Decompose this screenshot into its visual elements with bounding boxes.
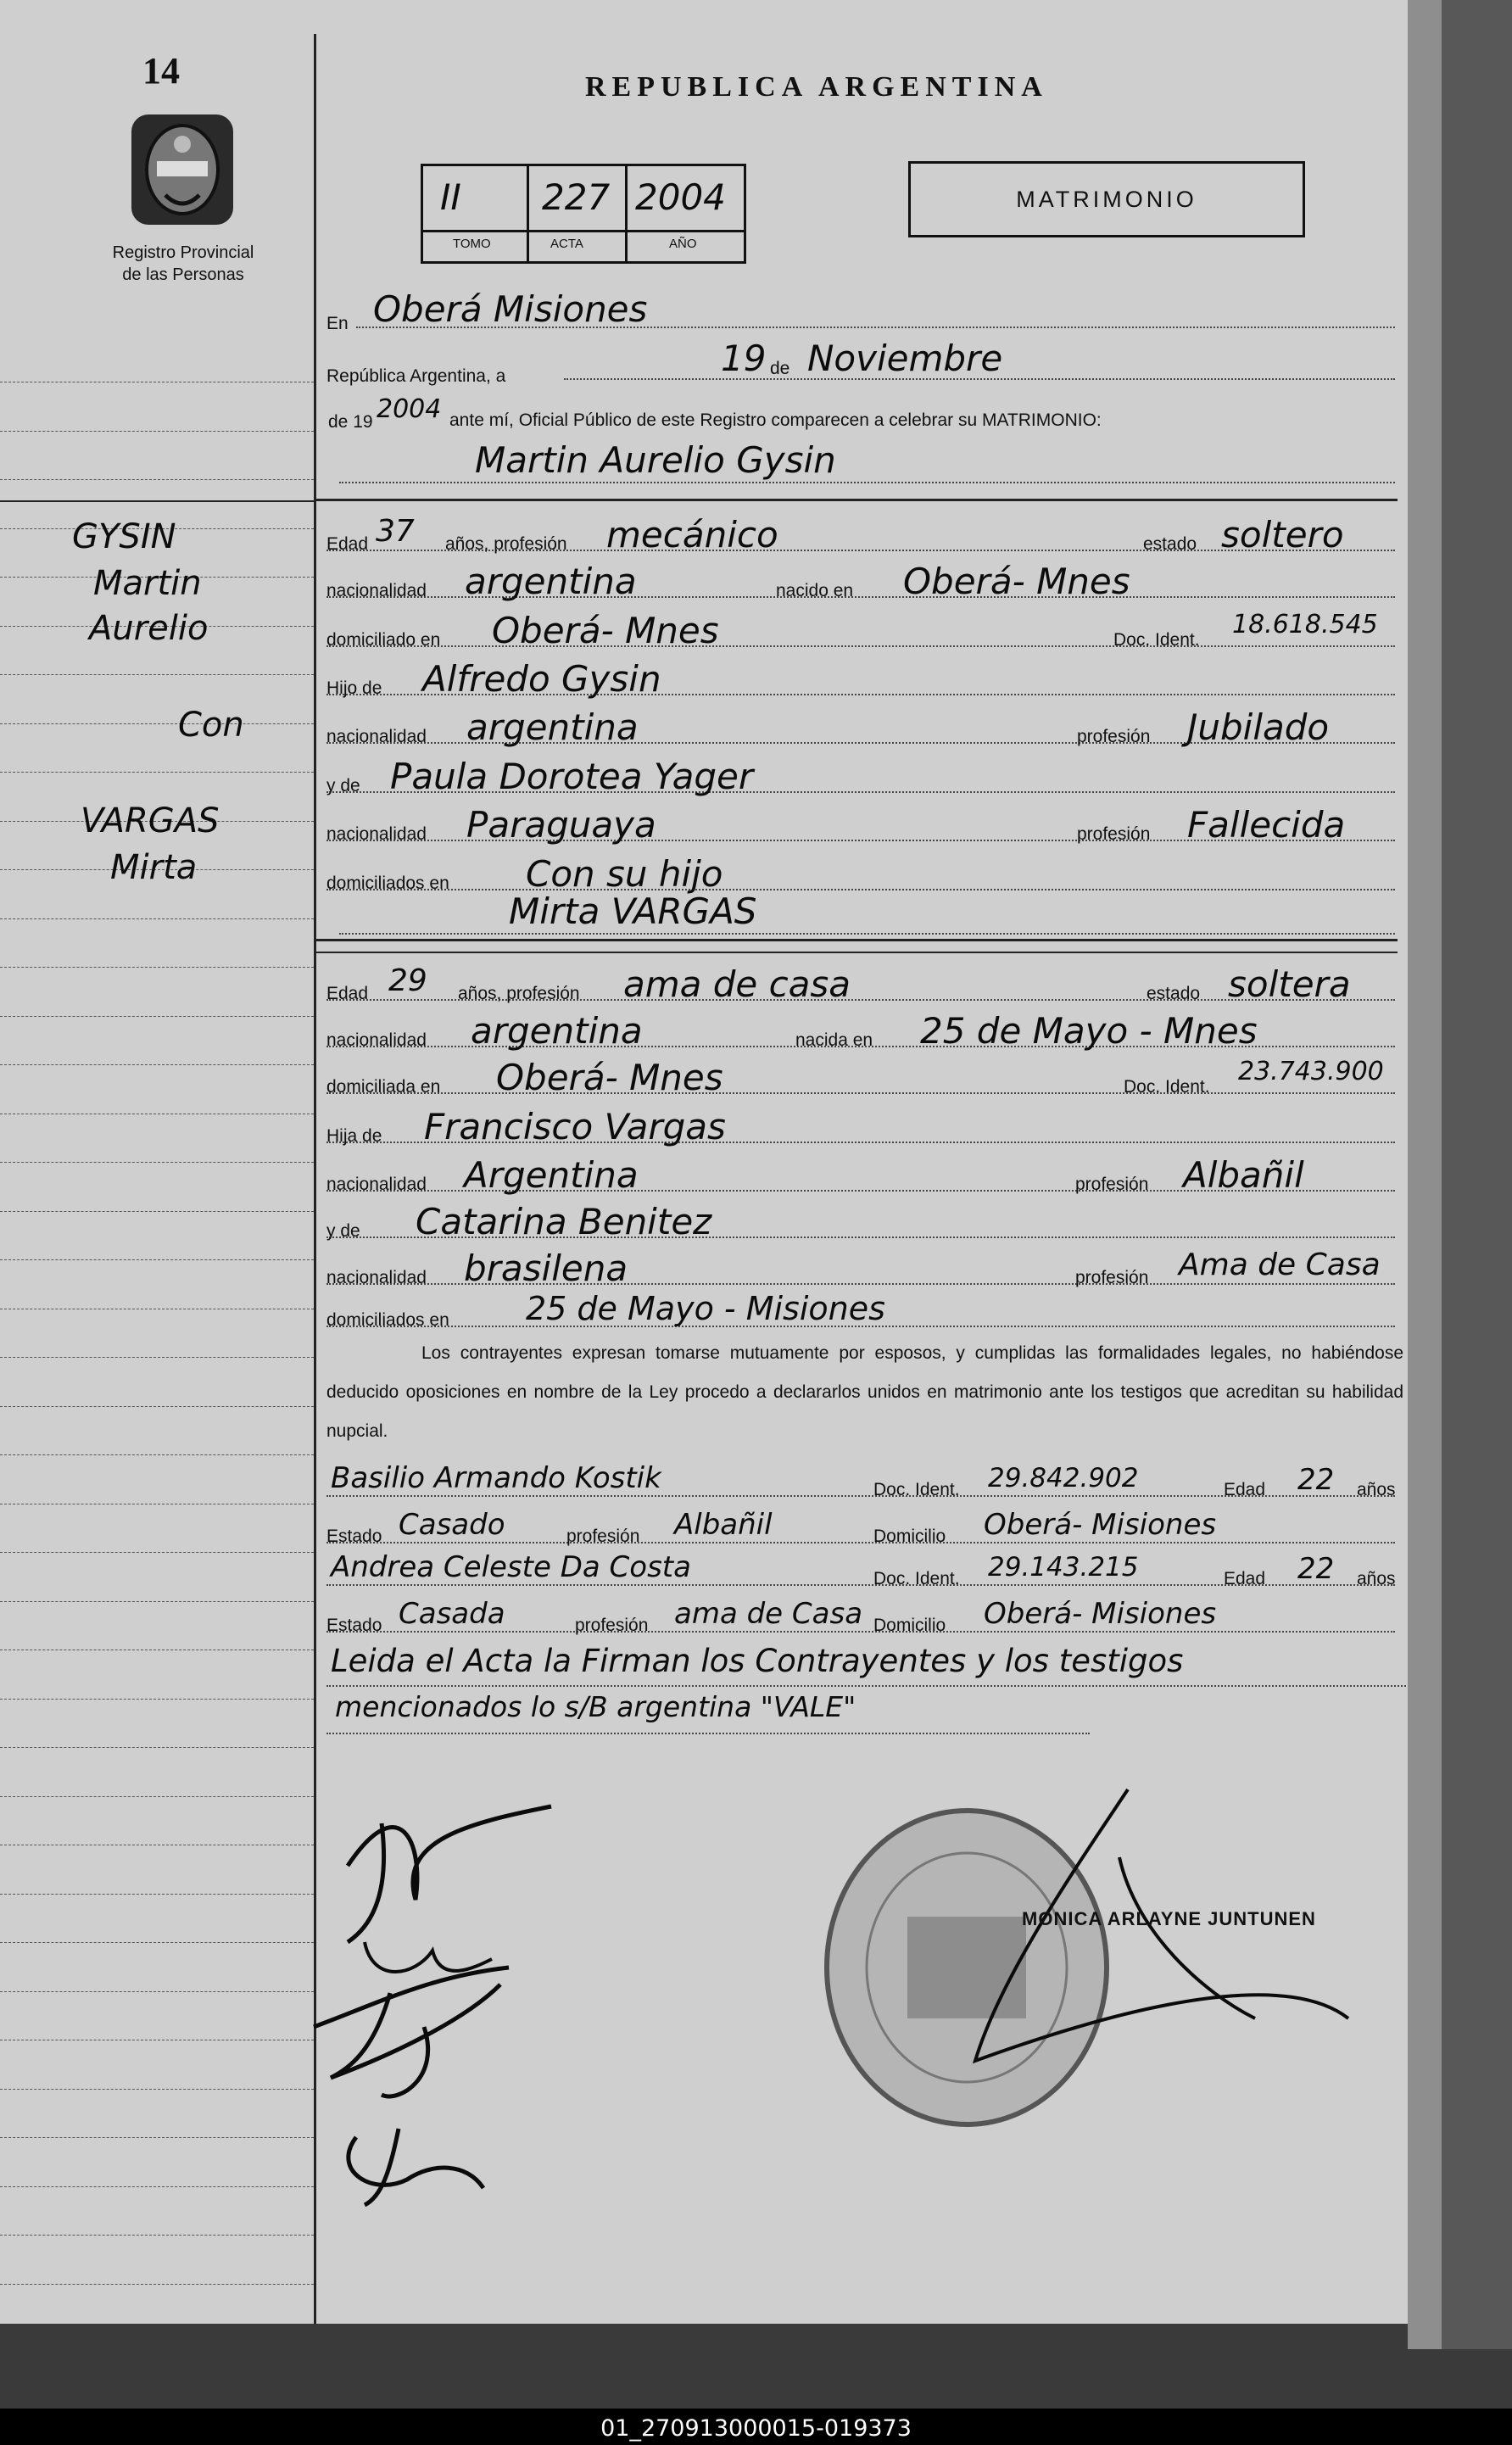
- margin-note-3: Aurelio: [89, 609, 209, 648]
- margin-rule: [0, 2089, 314, 2091]
- margin-rule: [0, 1552, 314, 1554]
- groom-hijo-label: Hijo de: [326, 678, 382, 698]
- document-header: REPUBLICA ARGENTINA: [585, 71, 1048, 103]
- margin-rule: [0, 674, 314, 676]
- month-value: Noviembre: [807, 338, 1003, 379]
- signatures-handwritten: [297, 1772, 636, 2213]
- bride-padre-nac: Argentina: [464, 1154, 639, 1196]
- page-edge: [1408, 0, 1442, 2349]
- groom-doms-label: domiciliados en: [326, 874, 449, 893]
- bride-dom-label: domiciliada en: [326, 1077, 441, 1097]
- groom-prof-label: años, profesión: [445, 534, 567, 554]
- tomo-value: II: [440, 176, 461, 218]
- form-line: [326, 645, 1395, 647]
- margin-rule: [0, 1747, 314, 1749]
- bride-madre: Catarina Benitez: [416, 1201, 712, 1242]
- groom-doc-label: Doc. Ident.: [1113, 630, 1200, 650]
- witness-line: [326, 1542, 1395, 1543]
- record-type-box: [908, 161, 1305, 237]
- groom-padre-nac: argentina: [466, 706, 639, 748]
- margin-rule: [0, 1504, 314, 1505]
- record-box: [421, 164, 746, 264]
- closing-line-1: Leida el Acta la Firman los Contrayentes y los testigos: [331, 1643, 1184, 1679]
- intro-text: ante mí, Oficial Público de este Registro comparecen a celebrar su MATRIMONIO:: [449, 410, 1102, 430]
- margin-rule: [0, 1894, 314, 1895]
- bride-hija-label: Hija de: [326, 1126, 382, 1146]
- groom-padre-nac-label: nacionalidad: [326, 727, 427, 746]
- official-stamp-signature: [763, 1764, 1357, 2154]
- bride-full-name: Mirta VARGAS: [509, 890, 757, 932]
- margin-rule: [0, 1064, 314, 1066]
- margin-rule: [0, 1845, 314, 1846]
- office-line-1: Registro Provincial: [112, 243, 254, 262]
- witness-edad: 22: [1297, 1552, 1335, 1586]
- bride-edad: 29: [388, 963, 427, 998]
- groom-doc: 18.618.545: [1232, 610, 1378, 639]
- groom-profesion: mecánico: [606, 514, 778, 555]
- bride-doc-label: Doc. Ident.: [1124, 1077, 1210, 1097]
- page-number: 14: [142, 50, 180, 92]
- en-label: En: [326, 314, 349, 333]
- republica-label: República Argentina, a: [326, 366, 506, 386]
- ano-label: AÑO: [669, 237, 697, 251]
- margin-rule: [0, 1309, 314, 1310]
- bride-padre: Francisco Vargas: [424, 1106, 726, 1147]
- margin-rule: [0, 1016, 314, 1018]
- bride-madre-nac: brasilena: [464, 1248, 628, 1289]
- witness-name: Andrea Celeste Da Costa: [331, 1550, 691, 1584]
- margin-rule: [0, 2284, 314, 2286]
- bride-profesion: ama de casa: [623, 963, 851, 1005]
- bride-doms: 25 de Mayo - Misiones: [526, 1290, 885, 1327]
- witness-anos-label: años: [1357, 1569, 1396, 1588]
- de-label: de: [770, 359, 790, 378]
- margin-rule: [0, 2186, 314, 2188]
- margin-rule: [0, 1162, 314, 1164]
- book-spine: [1442, 0, 1512, 2349]
- witness-line: [326, 1631, 1395, 1633]
- groom-nacido-label: nacido en: [776, 581, 854, 600]
- witness-edad: 22: [1297, 1463, 1335, 1497]
- groom-estado: soltero: [1221, 514, 1344, 555]
- groom-padre-prof-label: profesión: [1077, 727, 1151, 746]
- stamp-officer-name: MONICA ARLAYNE JUNTUNEN: [1022, 1908, 1316, 1929]
- margin-rule: [0, 382, 314, 383]
- formal-text: Los contrayentes expresan tomarse mutuamente por esposos, y cumplidas las formalidades legales, no habiéndose deducido oposiciones en nombre de la Ley procedo a declararlos unidos en matrimonio ante los testigos que acreditan su habilidad nupcial.: [326, 1343, 1403, 1441]
- margin-note-2: Martin: [93, 564, 202, 603]
- margin-rule: [0, 1259, 314, 1261]
- bride-padre-prof: Albañil: [1183, 1154, 1304, 1196]
- groom-madre-prof-label: profesión: [1077, 824, 1151, 844]
- margin-rule: [0, 1601, 314, 1603]
- bride-edad-label: Edad: [326, 984, 369, 1003]
- bride-madre-nac-label: nacionalidad: [326, 1268, 427, 1287]
- groom-nac-label: nacionalidad: [326, 581, 427, 600]
- witness-edad-label: Edad: [1224, 1569, 1266, 1588]
- year-written: 2004: [377, 394, 442, 424]
- bride-padre-nac-label: nacionalidad: [326, 1175, 427, 1194]
- groom-padre-prof: Jubilado: [1187, 706, 1330, 748]
- witness-prof-label: profesión: [575, 1616, 649, 1635]
- office-line-2: de las Personas: [122, 265, 244, 284]
- form-line: [326, 889, 1395, 890]
- margin-rule: [0, 2040, 314, 2041]
- day-value: 19: [721, 338, 767, 379]
- groom-padre: Alfredo Gysin: [422, 658, 661, 700]
- closing-line-1-rule: [326, 1685, 1412, 1687]
- margin-rule: [0, 1942, 314, 1944]
- margin-rule: [0, 2235, 314, 2236]
- witness-doc-label: Doc. Ident.: [873, 1480, 960, 1499]
- margin-rule: [0, 431, 314, 433]
- groom-domicilio: Oberá- Mnes: [492, 610, 719, 651]
- margin-rule: [0, 772, 314, 773]
- bride-nacionalidad: argentina: [471, 1010, 643, 1052]
- bride-nac-label: nacionalidad: [326, 1030, 427, 1050]
- bride-nacida-label: nacida en: [795, 1030, 873, 1050]
- margin-rule: [0, 1991, 314, 1993]
- groom-full-name: Martin Aurelio Gysin: [475, 439, 836, 481]
- groom-edad: 37: [376, 514, 415, 549]
- bride-padre-prof-label: profesión: [1075, 1175, 1149, 1194]
- form-line: [326, 1092, 1395, 1094]
- groom-nacionalidad: argentina: [465, 561, 637, 602]
- year-prefix: de 19: [328, 412, 373, 432]
- margin-note-4: Con: [178, 706, 244, 745]
- groom-madre-prof: Fallecida: [1187, 804, 1346, 846]
- place-value: Oberá Misiones: [373, 288, 648, 330]
- margin-rule: [0, 723, 314, 725]
- margin-rule: [0, 1650, 314, 1651]
- margin-rule: [0, 1114, 314, 1115]
- bride-estado: soltera: [1228, 963, 1351, 1005]
- section-divider-2: [316, 939, 1398, 941]
- margin-rule: [0, 1211, 314, 1213]
- witness-prof-label: profesión: [566, 1527, 640, 1546]
- groom-edad-label: Edad: [326, 534, 369, 554]
- margin-note-6: Mirta: [110, 848, 198, 887]
- footer-id: 01_270913000015-019373: [600, 2415, 912, 2442]
- groom-madre-nac-label: nacionalidad: [326, 824, 427, 844]
- groom-doms: Con su hijo: [526, 853, 723, 895]
- ano-value: 2004: [635, 176, 726, 218]
- margin-rule: [0, 967, 314, 969]
- witness-doc: 29.143.215: [988, 1552, 1139, 1583]
- footer-bar: [0, 2409, 1512, 2445]
- bride-madre-prof-label: profesión: [1075, 1268, 1149, 1287]
- bride-yde-label: y de: [326, 1221, 360, 1241]
- bride-prof-label: años, profesión: [458, 984, 580, 1003]
- witness-doc-label: Doc. Ident.: [873, 1569, 960, 1588]
- margin-rule: [0, 1796, 314, 1798]
- bride-name-line: [339, 933, 1395, 935]
- coat-of-arms-seal: [127, 110, 237, 229]
- witness-name: Basilio Armando Kostik: [331, 1461, 661, 1495]
- witness-profesion: ama de Casa: [674, 1597, 863, 1631]
- groom-estado-label: estado: [1143, 534, 1197, 554]
- bride-estado-label: estado: [1147, 984, 1201, 1003]
- margin-note-1: GYSIN: [72, 517, 176, 556]
- groom-nacido: Oberá- Mnes: [903, 561, 1130, 602]
- groom-dom-label: domiciliado en: [326, 630, 441, 650]
- acta-label: ACTA: [550, 237, 583, 251]
- groom-madre-nac: Paraguaya: [466, 804, 656, 846]
- tomo-label: TOMO: [453, 237, 491, 251]
- record-type: MATRIMONIO: [1016, 187, 1197, 212]
- witness-estado-label: Estado: [326, 1527, 382, 1546]
- witness-dom-label: Domicilio: [873, 1527, 946, 1546]
- groom-madre: Paula Dorotea Yager: [390, 756, 754, 797]
- margin-rule: [0, 1406, 314, 1408]
- margin-rule: [0, 1699, 314, 1700]
- groom-name-line: [339, 482, 1395, 483]
- section-divider-1: [316, 499, 1398, 501]
- witness-doc: 29.842.902: [988, 1463, 1139, 1493]
- margin-rule: [0, 1357, 314, 1359]
- bride-madre-prof: Ama de Casa: [1179, 1248, 1381, 1282]
- margin-rule: [0, 1454, 314, 1456]
- section-divider-3: [316, 952, 1398, 953]
- bride-domicilio: Oberá- Mnes: [496, 1057, 723, 1098]
- witness-estado: Casada: [399, 1597, 505, 1631]
- groom-yde-label: y de: [326, 776, 360, 795]
- acta-value: 227: [542, 176, 611, 218]
- bride-doms-label: domiciliados en: [326, 1310, 449, 1330]
- closing-line-2-rule: [326, 1733, 1090, 1734]
- margin-rule: [0, 479, 314, 481]
- witness-profesion: Albañil: [674, 1508, 773, 1542]
- margin-top-rule: [0, 500, 314, 502]
- witness-anos-label: años: [1357, 1480, 1396, 1499]
- witness-dom-label: Domicilio: [873, 1616, 946, 1635]
- closing-line-2: mencionados lo s/B argentina "VALE": [335, 1690, 856, 1723]
- witness-estado: Casado: [399, 1508, 505, 1542]
- margin-rule: [0, 2137, 314, 2139]
- witness-edad-label: Edad: [1224, 1480, 1266, 1499]
- bride-doc: 23.743.900: [1238, 1057, 1384, 1086]
- witness-estado-label: Estado: [326, 1616, 382, 1635]
- margin-rule: [0, 918, 314, 920]
- witness-domicilio: Oberá- Misiones: [984, 1597, 1217, 1631]
- margin-note-5: VARGAS: [81, 801, 220, 840]
- bride-nacida: 25 de Mayo - Mnes: [920, 1010, 1258, 1052]
- witness-domicilio: Oberá- Misiones: [984, 1508, 1217, 1542]
